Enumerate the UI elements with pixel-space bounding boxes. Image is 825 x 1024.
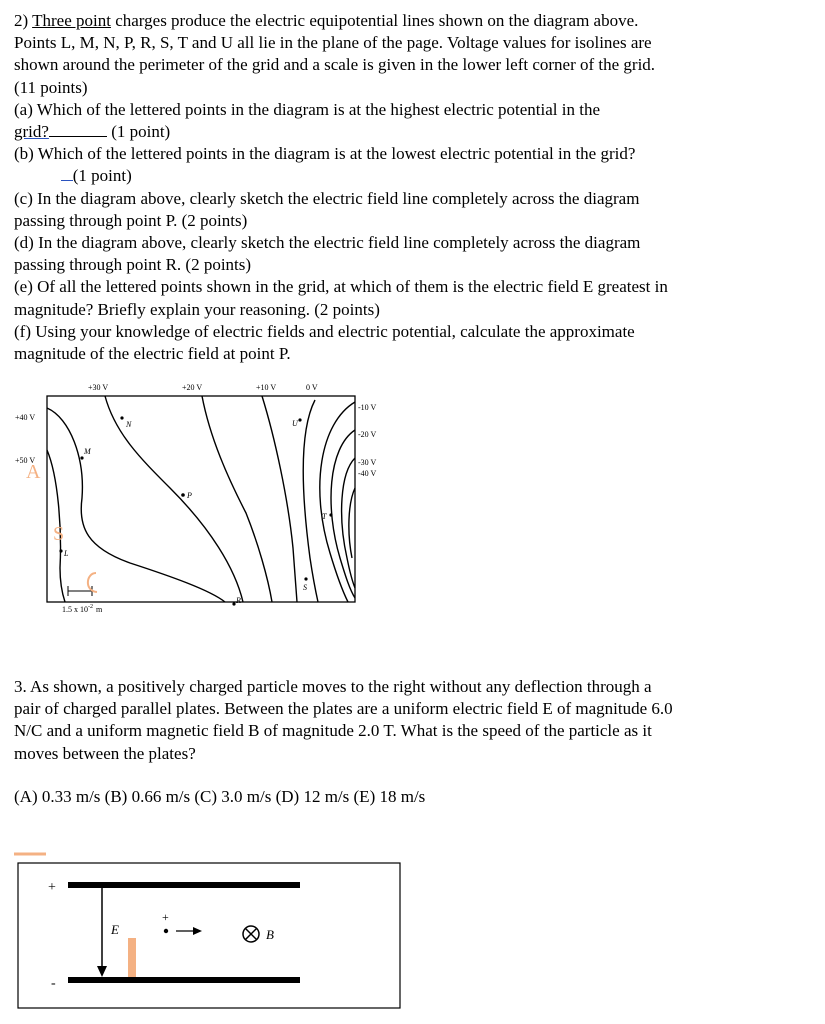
annotation-orange-bar xyxy=(128,938,136,977)
equipotential-lines xyxy=(47,396,355,602)
top-plate-plus: + xyxy=(48,880,56,895)
q3-answer-choices: (A) 0.33 m/s (B) 0.66 m/s (C) 3.0 m/s (D) 12 m/s (E) 18 m/s xyxy=(14,787,426,806)
isoline-0v xyxy=(303,400,318,602)
q2d-line-1: (d) In the diagram above, clearly sketch the electric field line completely across the diagram xyxy=(14,233,641,253)
answer-blank-b[interactable] xyxy=(61,166,73,181)
q2c-line-1: (c) In the diagram above, clearly sketch the electric field line completely across the diagram xyxy=(14,188,640,208)
velocity-arrowhead xyxy=(193,927,202,935)
q2a-line-2: grid? (1 point) xyxy=(14,122,171,142)
annotation-s: S xyxy=(53,523,65,545)
particle-charge-sign: + xyxy=(162,910,169,924)
label-right-minus40v: -40 V xyxy=(358,469,377,478)
label-right-minus20v: -20 V xyxy=(358,430,377,439)
point-s: S xyxy=(303,583,307,592)
q2f-line-2: magnitude of the electric field at point P. xyxy=(14,344,291,364)
label-top-0v: 0 V xyxy=(306,383,318,392)
q2a-line-1: (a) Which of the lettered points in the diagram is at the highest electric potential in the xyxy=(14,99,600,119)
q3-line-2: pair of charged parallel plates. Between the plates are a uniform electric field E of magnitude 6.0 xyxy=(14,699,673,719)
q3-line-3: N/C and a uniform magnetic field B of magnitude 2.0 T. What is the speed of the particle as it xyxy=(14,721,652,741)
annotation-a: A xyxy=(26,461,41,483)
parallel-plates-diagram xyxy=(10,850,410,1020)
point-m: M xyxy=(84,447,91,456)
point-p: P xyxy=(187,491,192,500)
bottom-plate xyxy=(68,977,300,983)
label-top-20v: +20 V xyxy=(182,383,203,392)
point-t-dot[interactable] xyxy=(329,513,332,516)
point-m-dot[interactable] xyxy=(80,456,83,459)
q2e-line-2: magnitude? Briefly explain your reasoning. (2 points) xyxy=(14,299,380,319)
isoline-plus40 xyxy=(47,408,225,602)
q2-line-1: 2) Three point charges produce the electric equipotential lines shown on the diagram above. xyxy=(14,11,639,30)
q2-points-total: (11 points) xyxy=(14,77,88,97)
bottom-plate-minus: - xyxy=(51,976,56,991)
label-left-40v: +40 V xyxy=(15,413,36,422)
q2e-line-1: (e) Of all the lettered points shown in the grid, at which of them is the electric field E greatest in xyxy=(14,277,668,297)
isoline-plus20 xyxy=(202,396,272,602)
q3-line-4: moves between the plates? xyxy=(14,743,196,763)
point-p-dot[interactable] xyxy=(181,493,185,497)
isoline-minus20 xyxy=(331,430,355,598)
isoline-minus40 xyxy=(349,488,355,558)
q2b-line-2: (1 point) xyxy=(14,165,814,187)
label-left-50v: +50 V xyxy=(15,456,36,465)
point-n: N xyxy=(126,420,132,429)
point-l: L xyxy=(64,549,69,558)
label-right-minus30v: -30 V xyxy=(358,458,377,467)
q3-line-1: 3. As shown, a positively charged particle moves to the right without any deflection through a xyxy=(14,677,652,696)
label-top-10v: +10 V xyxy=(256,383,277,392)
question-2 xyxy=(14,10,814,365)
lettered-points xyxy=(59,416,332,605)
label-right-minus10v: -10 V xyxy=(358,403,377,412)
point-u: U xyxy=(292,419,298,428)
e-field-arrowhead xyxy=(97,966,107,977)
point-u-dot[interactable] xyxy=(298,418,301,421)
point-l-dot[interactable] xyxy=(59,549,62,552)
scale-label: 1.5 x $10^{-2}$ m xyxy=(62,604,103,614)
label-top-30v: +30 V xyxy=(88,383,109,392)
q2-line-3: shown around the perimeter of the grid and a scale is given in the lower left corner of the grid. xyxy=(14,55,656,75)
question-3 xyxy=(14,676,814,765)
top-plate xyxy=(68,882,300,888)
e-field-label: E xyxy=(111,922,119,937)
point-r: R xyxy=(236,596,241,605)
positive-particle xyxy=(164,929,168,933)
q2f-line-1: (f) Using your knowledge of electric fields and electric potential, calculate the approximate xyxy=(14,321,635,341)
point-s-dot[interactable] xyxy=(304,577,307,580)
q2d-line-2: passing through point R. (2 points) xyxy=(14,255,252,275)
diagram-frame xyxy=(47,396,355,602)
q2b-line-1: (b) Which of the lettered points in the diagram is at the lowest electric potential in the grid? xyxy=(14,144,636,164)
answer-blank-a[interactable] xyxy=(49,122,107,137)
point-t: T xyxy=(322,512,327,521)
q2-line-2: Points L, M, N, P, R, S, T and U all lie in the plane of the page. Voltage values for isolines are xyxy=(14,33,652,53)
equipotential-diagram xyxy=(10,378,390,618)
b-field-label: B xyxy=(266,927,274,942)
point-n-dot[interactable] xyxy=(120,416,123,419)
handwritten-annotations xyxy=(26,461,97,592)
q2c-line-2: passing through point P. (2 points) xyxy=(14,210,248,230)
q2-underlined-phrase: Three point xyxy=(32,11,111,30)
